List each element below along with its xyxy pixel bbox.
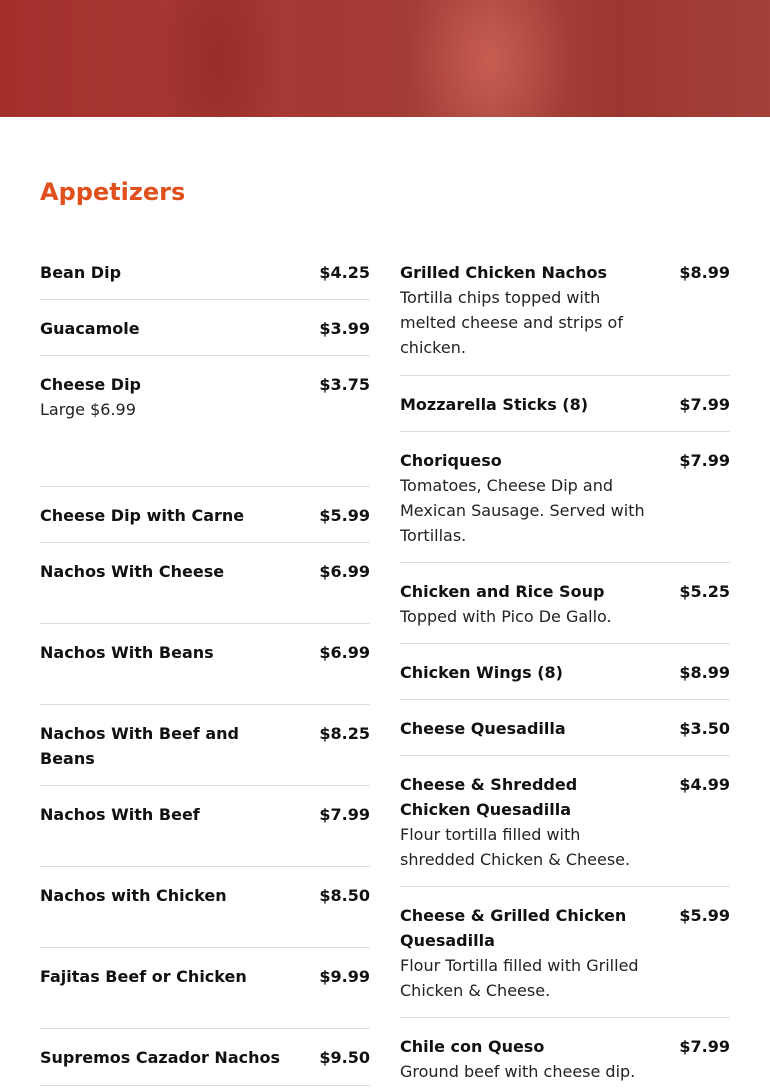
section-title: Appetizers bbox=[40, 178, 186, 206]
menu-item-name: Cheese & Shredded Chicken Quesadilla bbox=[400, 775, 578, 819]
menu-item-name: Nachos with Chicken bbox=[40, 886, 227, 905]
menu-column-left bbox=[40, 244, 370, 1086]
menu-item-description: Flour Tortilla filled with Grilled Chicken & Cheese. bbox=[400, 956, 639, 1000]
menu-item bbox=[400, 563, 730, 644]
menu-item-name: Supremos Cazador Nachos bbox=[40, 1048, 280, 1067]
menu-item-name: Bean Dip bbox=[40, 263, 122, 282]
menu-item bbox=[400, 887, 730, 1018]
menu-item-name: Nachos With Beef and Beans bbox=[40, 724, 239, 768]
menu-item-name: Nachos With Beans bbox=[40, 643, 214, 662]
menu-item-price: $9.99 bbox=[319, 967, 370, 986]
menu-item-price: $6.99 bbox=[319, 643, 370, 662]
menu-item-name: Nachos With Beef bbox=[40, 805, 200, 824]
menu-item bbox=[40, 356, 370, 487]
menu-item-description: Large $6.99 bbox=[40, 400, 136, 419]
menu-item-description: Topped with Pico De Gallo. bbox=[400, 607, 612, 626]
menu-item-name: Chile con Queso bbox=[400, 1037, 545, 1056]
menu-item-price: $8.25 bbox=[319, 724, 370, 743]
menu-item bbox=[40, 948, 370, 1029]
menu-item bbox=[40, 487, 370, 543]
menu-item-price: $3.75 bbox=[319, 375, 370, 394]
menu-item-price: $4.25 bbox=[319, 263, 370, 282]
menu-item-description: Flour tortilla filled with shredded Chicken & Cheese. bbox=[400, 825, 631, 869]
menu-item-price: $7.99 bbox=[679, 1037, 730, 1056]
menu-item bbox=[400, 644, 730, 700]
menu-item-name: Chicken and Rice Soup bbox=[400, 582, 605, 601]
menu-item-price: $4.99 bbox=[679, 775, 730, 794]
menu-item-name: Cheese & Grilled Chicken Quesadilla bbox=[400, 906, 627, 950]
menu-column-right bbox=[400, 244, 730, 1090]
menu-item-price: $7.99 bbox=[679, 395, 730, 414]
menu-item bbox=[40, 300, 370, 356]
menu-item-price: $8.50 bbox=[319, 886, 370, 905]
menu-item-price: $8.99 bbox=[679, 663, 730, 682]
menu-item-description: Tortilla chips topped with melted cheese and strips of chicken. bbox=[400, 288, 623, 357]
menu-item-price: $5.25 bbox=[679, 582, 730, 601]
menu-item-name: Cheese Dip bbox=[40, 375, 141, 394]
menu-item bbox=[40, 867, 370, 948]
menu-item-name: Cheese Quesadilla bbox=[400, 719, 566, 738]
menu-item-price: $5.99 bbox=[319, 506, 370, 525]
menu-item-name: Chicken Wings (8) bbox=[400, 663, 563, 682]
menu-item-name: Mozzarella Sticks (8) bbox=[400, 395, 589, 414]
menu-item-price: $8.99 bbox=[679, 263, 730, 282]
menu-item-description: Tomatoes, Cheese Dip and Mexican Sausage. Served with Tortillas. bbox=[400, 476, 645, 545]
menu-item bbox=[400, 376, 730, 432]
menu-item bbox=[40, 624, 370, 705]
menu-item-name: Guacamole bbox=[40, 319, 140, 338]
menu-item bbox=[40, 705, 370, 786]
menu-item-name: Cheese Dip with Carne bbox=[40, 506, 245, 525]
header-banner bbox=[0, 0, 770, 117]
menu-item-price: $7.99 bbox=[319, 805, 370, 824]
menu-item-name: Nachos With Cheese bbox=[40, 562, 225, 581]
menu-item bbox=[400, 244, 730, 376]
menu-item bbox=[400, 432, 730, 563]
menu-item-price: $9.50 bbox=[319, 1048, 370, 1067]
menu-item-name: Grilled Chicken Nachos bbox=[400, 263, 608, 282]
menu-item-name: Fajitas Beef or Chicken bbox=[40, 967, 247, 986]
menu-item bbox=[40, 244, 370, 300]
menu-item-price: $7.99 bbox=[679, 451, 730, 470]
menu-item bbox=[400, 700, 730, 756]
menu-item bbox=[40, 1029, 370, 1086]
menu-item-price: $5.99 bbox=[679, 906, 730, 925]
menu-item-name: Choriqueso bbox=[400, 451, 502, 470]
menu-item-price: $6.99 bbox=[319, 562, 370, 581]
menu-item bbox=[400, 1018, 730, 1090]
menu-item bbox=[400, 756, 730, 887]
menu-item-price: $3.50 bbox=[679, 719, 730, 738]
menu-item bbox=[40, 543, 370, 624]
menu-item-price: $3.99 bbox=[319, 319, 370, 338]
menu-item-description: Ground beef with cheese dip. bbox=[400, 1062, 636, 1081]
menu-item bbox=[40, 786, 370, 867]
